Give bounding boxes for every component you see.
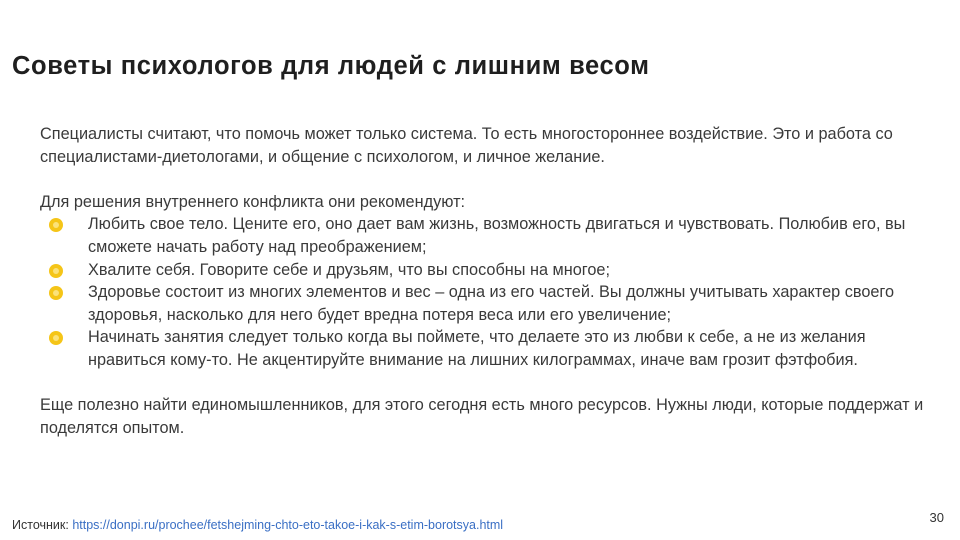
list-item: [40, 326, 930, 371]
list-item: [40, 259, 930, 282]
closing-paragraph: Еще полезно найти единомышленников, для этого сегодня есть много ресурсов. Нужны люди, которые поддержат и поделятся опытом.: [40, 396, 924, 437]
list-item-text: Здоровье состоит из многих элементов и вес – одна из его частей. Вы должны учитывать характер своего здоровья, насколько для него будет вредна потеря веса или его увеличение;: [88, 283, 895, 324]
bullet-icon: [50, 332, 62, 344]
source-link[interactable]: https://donpi.ru/prochee/fetshejming-chto-eto-takoe-i-kak-s-etim-borotsya.html: [72, 518, 504, 532]
intro-paragraph: Специалисты считают, что помочь может только система. То есть многостороннее воздействие. Это и работа со специалистами-диетологами, и общение с психологом, и личное желание.: [40, 125, 893, 166]
list-item: [40, 213, 930, 258]
bullet-icon: [50, 265, 62, 277]
spacer: [40, 372, 930, 395]
source-label: Источник:: [12, 518, 69, 532]
slide-body: [40, 123, 930, 439]
list-item-text: Любить свое тело. Цените его, оно дает вам жизнь, возможность двигаться и чувствовать. Полюбив его, вы сможете начать работу над преображением;: [88, 215, 906, 256]
source-footer: [12, 518, 503, 532]
list-intro: Для решения внутреннего конфликта они рекомендуют:: [40, 192, 466, 211]
list-item-text: Хвалите себя. Говорите себе и друзьям, что вы способны на многое;: [88, 260, 611, 279]
recommendations-list: [40, 213, 930, 371]
list-item: [40, 281, 930, 326]
bullet-icon: [50, 287, 62, 299]
list-item-text: Начинать занятия следует только когда вы поймете, что делаете это из любви к себе, а не из желания нравиться кому-то. Не акцентируйте внимание на лишних килограммах, иначе вам грозит фэтфобия.: [88, 328, 866, 369]
slide-title: Советы психологов для людей с лишним весом: [12, 52, 650, 80]
bullet-icon: [50, 219, 62, 231]
page-number: 30: [929, 510, 944, 525]
spacer: [40, 168, 930, 191]
